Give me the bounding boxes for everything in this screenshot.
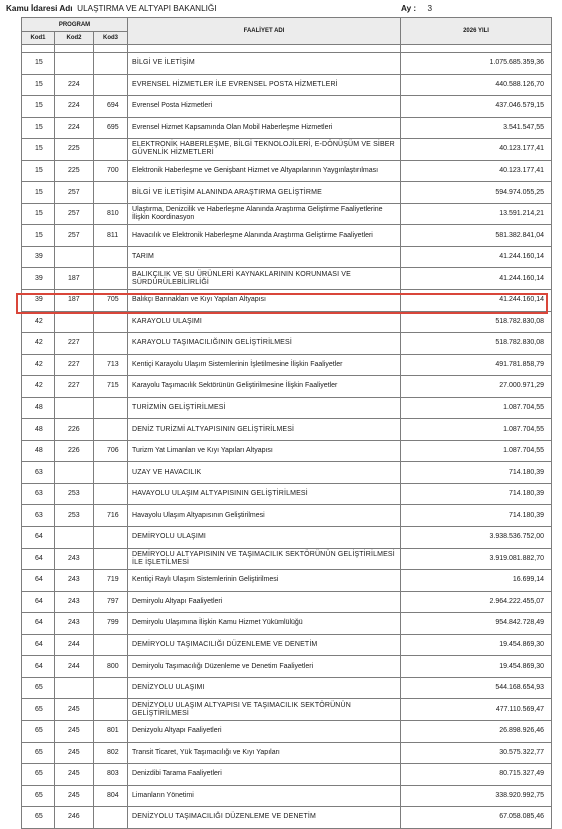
kod1-cell: 48 bbox=[22, 419, 55, 441]
amount-cell: 16.699,14 bbox=[401, 570, 552, 592]
kod3-cell: 802 bbox=[94, 742, 128, 764]
kod1-cell: 63 bbox=[22, 462, 55, 484]
activity-name-cell: DENİZYOLU TAŞIMACILIĞI DÜZENLEME VE DENETİM bbox=[128, 807, 401, 829]
amount-cell: 27.000.971,29 bbox=[401, 376, 552, 398]
activity-name-cell: TURİZMİN GELİŞTİRİLMESİ bbox=[128, 397, 401, 419]
kod1-cell: 65 bbox=[22, 785, 55, 807]
kod3-cell: 799 bbox=[94, 613, 128, 635]
amount-cell: 41.244.160,14 bbox=[401, 246, 552, 268]
amount-cell: 437.046.579,15 bbox=[401, 96, 552, 118]
kod1-cell: 42 bbox=[22, 354, 55, 376]
kod2-cell: 244 bbox=[55, 656, 94, 678]
amount-cell: 67.058.085,46 bbox=[401, 807, 552, 829]
kod3-cell bbox=[94, 268, 128, 290]
kod1-cell: 42 bbox=[22, 376, 55, 398]
kod2-cell: 245 bbox=[55, 742, 94, 764]
kod3-cell: 719 bbox=[94, 570, 128, 592]
activity-budget-table bbox=[21, 17, 552, 829]
activity-name-cell: Denizdibi Tarama Faaliyetleri bbox=[128, 764, 401, 786]
amount-cell: 1.087.704,55 bbox=[401, 440, 552, 462]
kod3-cell bbox=[94, 53, 128, 75]
amount-cell: 80.715.327,49 bbox=[401, 764, 552, 786]
amount-cell: 477.110.569,47 bbox=[401, 699, 552, 721]
kod1-cell: 64 bbox=[22, 548, 55, 570]
kod3-cell bbox=[94, 419, 128, 441]
kod1-cell: 64 bbox=[22, 634, 55, 656]
month-line bbox=[401, 3, 432, 15]
activity-name-cell: Kentiçi Karayolu Ulaşım Sistemlerinin İşletilmesine İlişkin Faaliyetler bbox=[128, 354, 401, 376]
kod2-header: Kod2 bbox=[55, 32, 94, 45]
activity-name-cell: Demiryolu Altyapı Faaliyetleri bbox=[128, 591, 401, 613]
activity-name-cell: BİLGİ VE İLETİŞİM ALANINDA ARAŞTIRMA GELİŞTİRME bbox=[128, 182, 401, 204]
table-row bbox=[22, 634, 552, 656]
kod2-cell: 187 bbox=[55, 268, 94, 290]
kod2-cell: 243 bbox=[55, 591, 94, 613]
kod3-cell: 811 bbox=[94, 225, 128, 247]
amount-cell: 3.919.081.882,70 bbox=[401, 548, 552, 570]
table-row bbox=[22, 376, 552, 398]
kod2-cell: 227 bbox=[55, 333, 94, 355]
kod1-cell: 64 bbox=[22, 656, 55, 678]
kod1-cell: 65 bbox=[22, 807, 55, 829]
table-row bbox=[22, 785, 552, 807]
activity-name-cell: ELEKTRONİK HABERLEŞME, BİLGİ TEKNOLOJİLERİ, E-DÖNÜŞÜM VE SİBER GÜVENLİK HİZMETLERİ bbox=[128, 139, 401, 161]
amount-cell: 954.842.728,49 bbox=[401, 613, 552, 635]
amount-cell: 491.781.858,79 bbox=[401, 354, 552, 376]
kod3-cell: 800 bbox=[94, 656, 128, 678]
kod3-cell bbox=[94, 699, 128, 721]
kod2-cell: 244 bbox=[55, 634, 94, 656]
kod1-cell: 63 bbox=[22, 483, 55, 505]
amount-cell: 41.244.160,14 bbox=[401, 290, 552, 312]
table-row bbox=[22, 246, 552, 268]
table-row bbox=[22, 117, 552, 139]
kod3-cell: 694 bbox=[94, 96, 128, 118]
table-row bbox=[22, 53, 552, 75]
table-row bbox=[22, 139, 552, 161]
kod1-header: Kod1 bbox=[22, 32, 55, 45]
amount-cell: 594.974.055,25 bbox=[401, 182, 552, 204]
kod2-cell bbox=[55, 397, 94, 419]
kod1-cell: 39 bbox=[22, 246, 55, 268]
kod1-cell: 15 bbox=[22, 203, 55, 225]
table-row bbox=[22, 182, 552, 204]
kod3-cell: 700 bbox=[94, 160, 128, 182]
kod1-cell: 64 bbox=[22, 591, 55, 613]
activity-name-cell: DENİZYOLU ULAŞIM ALTYAPISI VE TAŞIMACILIK SEKTÖRÜNÜN GELİŞTİRİLMESİ bbox=[128, 699, 401, 721]
table-row bbox=[22, 397, 552, 419]
amount-cell: 338.920.992,75 bbox=[401, 785, 552, 807]
amount-cell: 40.123.177,41 bbox=[401, 139, 552, 161]
kod1-cell: 48 bbox=[22, 397, 55, 419]
activity-name-cell: Kentiçi Raylı Ulaşım Sistemlerinin Geliştirilmesi bbox=[128, 570, 401, 592]
activity-name-cell: DEMİRYOLU TAŞIMACILIĞI DÜZENLEME VE DENETİM bbox=[128, 634, 401, 656]
kod3-cell bbox=[94, 548, 128, 570]
kod2-cell: 245 bbox=[55, 720, 94, 742]
kod1-cell: 42 bbox=[22, 311, 55, 333]
spacer-cell bbox=[128, 45, 401, 53]
kod2-cell bbox=[55, 53, 94, 75]
kod2-cell: 245 bbox=[55, 764, 94, 786]
kod1-cell: 64 bbox=[22, 570, 55, 592]
activity-name-cell: BİLGİ VE İLETİŞİM bbox=[128, 53, 401, 75]
kod2-cell: 245 bbox=[55, 699, 94, 721]
kod3-cell: 713 bbox=[94, 354, 128, 376]
kod2-cell: 257 bbox=[55, 182, 94, 204]
table-row bbox=[22, 677, 552, 699]
activity-name-cell: Denizyolu Altyapı Faaliyetleri bbox=[128, 720, 401, 742]
kod2-cell: 224 bbox=[55, 74, 94, 96]
kod3-cell bbox=[94, 397, 128, 419]
table-row bbox=[22, 419, 552, 441]
table-row bbox=[22, 203, 552, 225]
kod2-cell bbox=[55, 527, 94, 549]
program-header: PROGRAM bbox=[22, 18, 128, 32]
kod1-cell: 15 bbox=[22, 74, 55, 96]
kod2-cell: 243 bbox=[55, 548, 94, 570]
kod3-cell: 810 bbox=[94, 203, 128, 225]
kod2-cell: 243 bbox=[55, 570, 94, 592]
kod1-cell: 64 bbox=[22, 527, 55, 549]
activity-name-cell: Demiryolu Ulaşımına İlişkin Kamu Hizmet Yükümlülüğü bbox=[128, 613, 401, 635]
activity-name-cell: Havacılık ve Elektronik Haberleşme Alanında Araştırma Geliştirme Faaliyetleri bbox=[128, 225, 401, 247]
kod3-cell bbox=[94, 634, 128, 656]
table-row bbox=[22, 548, 552, 570]
kod1-cell: 65 bbox=[22, 764, 55, 786]
amount-cell: 30.575.322,77 bbox=[401, 742, 552, 764]
kod3-cell: 695 bbox=[94, 117, 128, 139]
table-row bbox=[22, 354, 552, 376]
year-header: 2026 YILI bbox=[401, 18, 552, 45]
kod2-cell: 257 bbox=[55, 225, 94, 247]
table-row bbox=[22, 440, 552, 462]
kod1-cell: 63 bbox=[22, 505, 55, 527]
kod1-cell: 65 bbox=[22, 720, 55, 742]
amount-cell: 518.782.830,08 bbox=[401, 333, 552, 355]
kod3-cell: 801 bbox=[94, 720, 128, 742]
amount-cell: 440.588.126,70 bbox=[401, 74, 552, 96]
kod2-cell: 226 bbox=[55, 419, 94, 441]
kod2-cell: 224 bbox=[55, 96, 94, 118]
amount-cell: 1.075.685.359,36 bbox=[401, 53, 552, 75]
kod3-cell bbox=[94, 139, 128, 161]
agency-name: ULAŞTIRMA VE ALTYAPI BAKANLIĞI bbox=[77, 4, 217, 13]
kod2-cell: 243 bbox=[55, 613, 94, 635]
kod3-cell bbox=[94, 74, 128, 96]
kod2-cell: 227 bbox=[55, 376, 94, 398]
kod2-cell: 226 bbox=[55, 440, 94, 462]
kod2-cell bbox=[55, 462, 94, 484]
table-row bbox=[22, 225, 552, 247]
activity-name-cell: DENİZ TURİZMİ ALTYAPISININ GELİŞTİRİLMESİ bbox=[128, 419, 401, 441]
kod3-cell: 716 bbox=[94, 505, 128, 527]
amount-cell: 714.180,39 bbox=[401, 462, 552, 484]
activity-name-cell: Ulaştırma, Denizcilik ve Haberleşme Alanında Araştırma Geliştirme Faaliyetlerine İlişkin Koordinasyon bbox=[128, 203, 401, 225]
kod3-cell bbox=[94, 483, 128, 505]
kod1-cell: 15 bbox=[22, 225, 55, 247]
kod2-cell: 225 bbox=[55, 139, 94, 161]
kod1-cell: 64 bbox=[22, 613, 55, 635]
kod3-cell bbox=[94, 677, 128, 699]
activity-name-cell: KARAYOLU TAŞIMACILIĞININ GELİŞTİRİLMESİ bbox=[128, 333, 401, 355]
kod1-cell: 15 bbox=[22, 182, 55, 204]
kod1-cell: 39 bbox=[22, 290, 55, 312]
activity-name-cell: DENİZYOLU ULAŞIMI bbox=[128, 677, 401, 699]
activity-name-cell: Turizm Yat Limanları ve Kıyı Yapıları Altyapısı bbox=[128, 440, 401, 462]
kod3-cell bbox=[94, 333, 128, 355]
agency-line bbox=[6, 3, 217, 15]
kod3-cell: 804 bbox=[94, 785, 128, 807]
table-row bbox=[22, 311, 552, 333]
activity-name-cell: Balıkçı Barınakları ve Kıyı Yapıları Altyapısı bbox=[128, 290, 401, 312]
kod1-cell: 15 bbox=[22, 96, 55, 118]
table-row bbox=[22, 96, 552, 118]
report-header bbox=[6, 3, 556, 15]
kod1-cell: 15 bbox=[22, 139, 55, 161]
kod3-cell: 705 bbox=[94, 290, 128, 312]
kod1-cell: 48 bbox=[22, 440, 55, 462]
kod3-cell bbox=[94, 462, 128, 484]
kod3-cell: 803 bbox=[94, 764, 128, 786]
table-row bbox=[22, 699, 552, 721]
kod1-cell: 65 bbox=[22, 677, 55, 699]
amount-cell: 3.938.536.752,00 bbox=[401, 527, 552, 549]
kod2-cell bbox=[55, 246, 94, 268]
activity-name-cell: UZAY VE HAVACILIK bbox=[128, 462, 401, 484]
activity-name-cell: TARIM bbox=[128, 246, 401, 268]
activity-name-cell: Elektronik Haberleşme ve Genişbant Hizmet ve Altyapılarının Yaygınlaştırılması bbox=[128, 160, 401, 182]
kod2-cell: 245 bbox=[55, 785, 94, 807]
activity-name-cell: KARAYOLU ULAŞIMI bbox=[128, 311, 401, 333]
spacer-cell bbox=[22, 45, 55, 53]
kod1-cell: 65 bbox=[22, 742, 55, 764]
kod3-cell bbox=[94, 182, 128, 204]
table-row bbox=[22, 613, 552, 635]
kod3-cell bbox=[94, 246, 128, 268]
table-row bbox=[22, 720, 552, 742]
kod3-cell bbox=[94, 311, 128, 333]
table-row bbox=[22, 591, 552, 613]
amount-cell: 26.898.926,46 bbox=[401, 720, 552, 742]
kod2-cell bbox=[55, 311, 94, 333]
table-row bbox=[22, 527, 552, 549]
activity-name-cell: HAVAYOLU ULAŞIM ALTYAPISININ GELİŞTİRİLMESİ bbox=[128, 483, 401, 505]
month-value: 3 bbox=[427, 4, 433, 13]
table-row bbox=[22, 268, 552, 290]
table-row bbox=[22, 74, 552, 96]
activity-name-cell: Karayolu Taşımacılık Sektörünün Geliştirilmesine İlişkin Faaliyetler bbox=[128, 376, 401, 398]
activity-name-cell: Havayolu Ulaşım Altyapısının Geliştirilmesi bbox=[128, 505, 401, 527]
kod2-cell: 253 bbox=[55, 483, 94, 505]
table-row bbox=[22, 764, 552, 786]
activity-name-cell: DEMİRYOLU ALTYAPISININ VE TAŞIMACILIK SEKTÖRÜNÜN GELİŞTİRİLMESİ İLE İŞLETİLMESİ bbox=[128, 548, 401, 570]
table-row bbox=[22, 290, 552, 312]
activity-name-cell: Limanların Yönetimi bbox=[128, 785, 401, 807]
amount-cell: 714.180,39 bbox=[401, 483, 552, 505]
spacer-cell bbox=[401, 45, 552, 53]
kod3-cell: 797 bbox=[94, 591, 128, 613]
activity-name-cell: DEMİRYOLU ULAŞIMI bbox=[128, 527, 401, 549]
table-row bbox=[22, 656, 552, 678]
agency-label: Kamu İdaresi Adı bbox=[6, 4, 73, 13]
table-row bbox=[22, 742, 552, 764]
activity-name-cell: Evrensel Posta Hizmetleri bbox=[128, 96, 401, 118]
table-row bbox=[22, 505, 552, 527]
spacer-cell bbox=[94, 45, 128, 53]
kod2-cell: 227 bbox=[55, 354, 94, 376]
kod2-cell: 225 bbox=[55, 160, 94, 182]
kod1-cell: 65 bbox=[22, 699, 55, 721]
amount-cell: 544.168.654,93 bbox=[401, 677, 552, 699]
amount-cell: 714.180,39 bbox=[401, 505, 552, 527]
amount-cell: 1.087.704,55 bbox=[401, 419, 552, 441]
amount-cell: 518.782.830,08 bbox=[401, 311, 552, 333]
kod1-cell: 39 bbox=[22, 268, 55, 290]
kod3-cell: 715 bbox=[94, 376, 128, 398]
amount-cell: 3.541.547,55 bbox=[401, 117, 552, 139]
kod2-cell: 253 bbox=[55, 505, 94, 527]
kod3-header: Kod3 bbox=[94, 32, 128, 45]
spacer-cell bbox=[55, 45, 94, 53]
amount-cell: 19.454.869,30 bbox=[401, 656, 552, 678]
activity-name-cell: Evrensel Hizmet Kapsamında Olan Mobil Haberleşme Hizmetleri bbox=[128, 117, 401, 139]
kod1-cell: 42 bbox=[22, 333, 55, 355]
table-row bbox=[22, 160, 552, 182]
amount-cell: 581.382.841,04 bbox=[401, 225, 552, 247]
kod1-cell: 15 bbox=[22, 160, 55, 182]
kod3-cell: 706 bbox=[94, 440, 128, 462]
kod3-cell bbox=[94, 527, 128, 549]
kod2-cell bbox=[55, 677, 94, 699]
kod2-cell: 224 bbox=[55, 117, 94, 139]
table-row bbox=[22, 570, 552, 592]
activity-name-cell: Demiryolu Taşımacılığı Düzenleme ve Denetim Faaliyetleri bbox=[128, 656, 401, 678]
kod2-cell: 187 bbox=[55, 290, 94, 312]
kod2-cell: 257 bbox=[55, 203, 94, 225]
activity-name-cell: Transit Ticaret, Yük Taşımacılığı ve Kıyı Yapıları bbox=[128, 742, 401, 764]
amount-cell: 13.591.214,21 bbox=[401, 203, 552, 225]
activity-name-header: FAALİYET ADI bbox=[128, 18, 401, 45]
kod1-cell: 15 bbox=[22, 53, 55, 75]
amount-cell: 2.964.222.455,07 bbox=[401, 591, 552, 613]
amount-cell: 19.454.869,30 bbox=[401, 634, 552, 656]
month-label: Ay : bbox=[401, 4, 417, 13]
kod2-cell: 246 bbox=[55, 807, 94, 829]
activity-name-cell: BALIKÇILIK VE SU ÜRÜNLERİ KAYNAKLARININ KORUNMASI VE SÜRDÜRÜLEBİLİRLİĞİ bbox=[128, 268, 401, 290]
activity-name-cell: EVRENSEL HİZMETLER İLE EVRENSEL POSTA HİZMETLERİ bbox=[128, 74, 401, 96]
table-row bbox=[22, 333, 552, 355]
kod1-cell: 15 bbox=[22, 117, 55, 139]
table-row bbox=[22, 462, 552, 484]
amount-cell: 40.123.177,41 bbox=[401, 160, 552, 182]
amount-cell: 1.087.704,55 bbox=[401, 397, 552, 419]
table-row bbox=[22, 807, 552, 829]
table-row bbox=[22, 483, 552, 505]
amount-cell: 41.244.160,14 bbox=[401, 268, 552, 290]
kod3-cell bbox=[94, 807, 128, 829]
